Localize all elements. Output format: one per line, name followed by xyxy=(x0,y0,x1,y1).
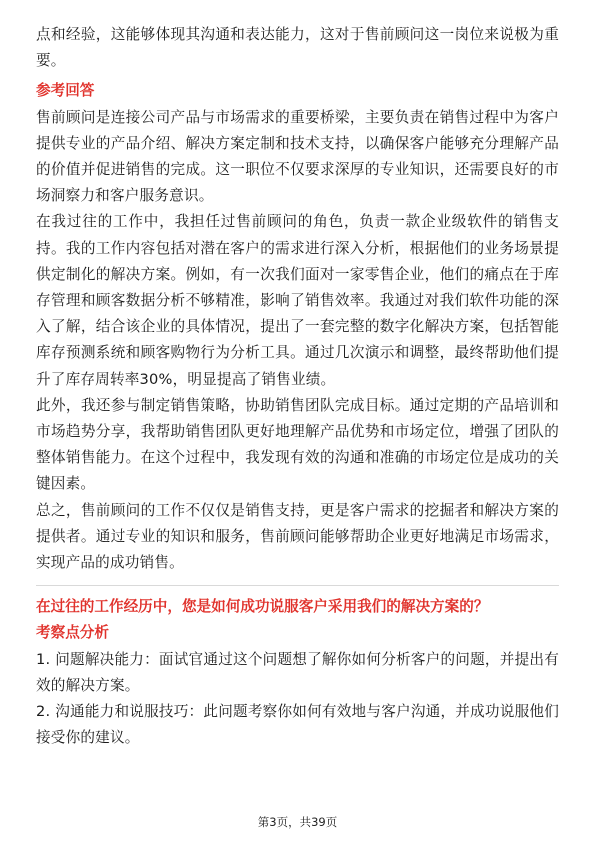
answer-paragraph: 在我过往的工作中，我担任过售前顾问的角色，负责一款企业级软件的销售支持。我的工作内容包括对潜在客户的需求进行深入分析，根据他们的业务场景提供定制化的解决方案。例如，有一次我们面对一家零售企业，他们的痛点在于库存管理和顾客数据分析不够精准，影响了销售效率。我通过对我们软件功能的深入了解，结合该企业的具体情况，提出了一套完整的数字化解决方案，包括智能库存预测系统和顾客购物行为分析工具。通过几次演示和调整，最终帮助他们提升了库存周转率30%，明显提高了销售业绩。 xyxy=(36,213,559,388)
page-number-footer: 第3页，共39页 xyxy=(257,815,338,829)
answer-paragraph: 售前顾问是连接公司产品与市场需求的重要桥梁，主要负责在销售过程中为客户提供专业的产品介绍、解决方案定制和技术支持，以确保客户能够充分理解产品的价值并促进销售的完成。这一职位不仅要求深厚的专业知识，还需要良好的市场洞察力和客户服务意识。 xyxy=(36,108,559,205)
continued-paragraph: 点和经验，这能够体现其沟通和表达能力，这对于售前顾问这一岗位来说极为重要。 xyxy=(36,26,559,70)
analysis-item: 2. 沟通能力和说服技巧：此问题考察你如何有效地与客户沟通，并成功说服他们接受你的建议。 xyxy=(36,703,559,747)
answer-body xyxy=(36,105,559,577)
document-page xyxy=(36,22,559,751)
answer-heading: 参考回答 xyxy=(36,82,95,100)
answer-paragraph: 总之，售前顾问的工作不仅仅是销售支持，更是客户需求的挖掘者和解决方案的提供者。通过专业的知识和服务，售前顾问能够帮助企业更好地满足市场需求，实现产品的成功销售。 xyxy=(36,501,559,572)
analysis-list xyxy=(36,647,559,752)
section-divider xyxy=(36,585,559,586)
analysis-heading: 考察点分析 xyxy=(36,624,109,642)
analysis-item: 1. 问题解决能力：面试官通过这个问题想了解你如何分析客户的问题，并提出有效的解决方案。 xyxy=(36,650,559,694)
interview-question: 在过往的工作经历中，您是如何成功说服客户采用我们的解决方案的？ xyxy=(36,598,489,616)
answer-paragraph: 此外，我还参与制定销售策略，协助销售团队完成目标。通过定期的产品培训和市场趋势分享，我帮助销售团队更好地理解产品优势和市场定位，增强了团队的整体销售能力。在这个过程中，我发现有效的沟通和准确的市场定位是成功的关键因素。 xyxy=(36,396,559,493)
